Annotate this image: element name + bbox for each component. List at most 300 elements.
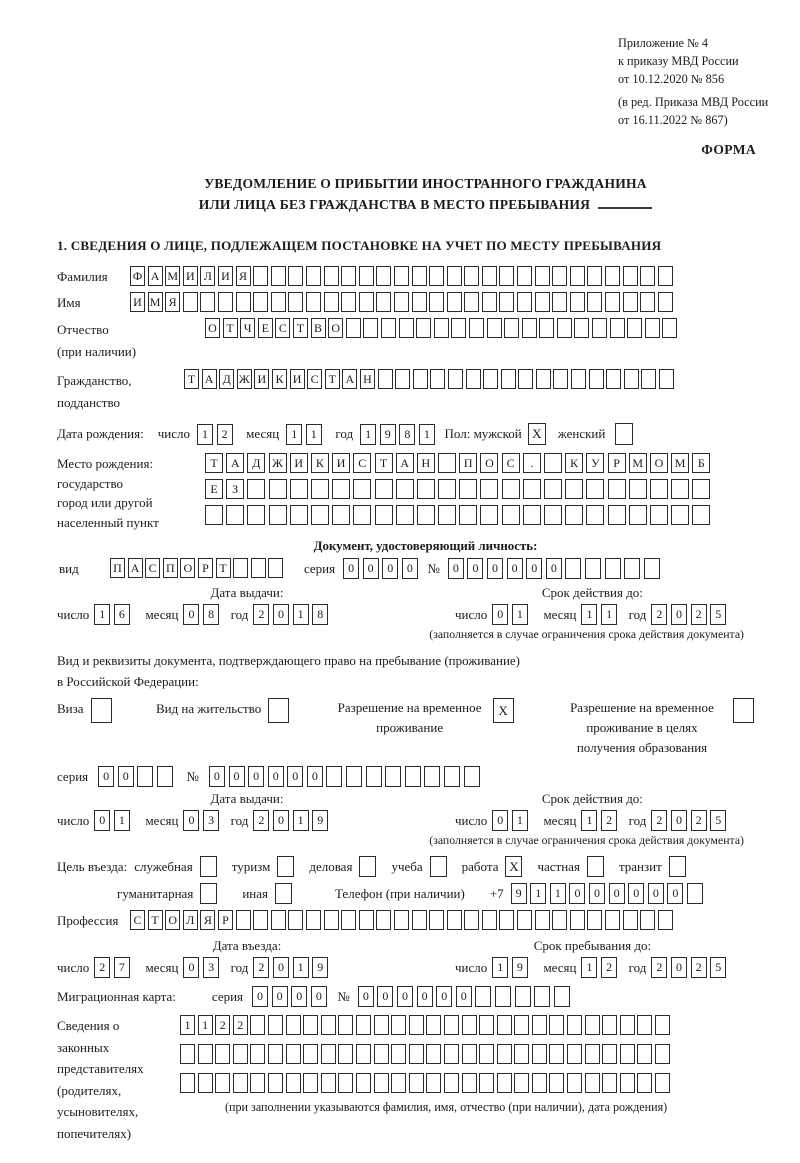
form-cell[interactable] [288,910,303,930]
form-cell[interactable] [198,1073,213,1093]
phone-cells[interactable] [511,883,707,904]
form-cell[interactable] [549,1015,564,1035]
form-cell[interactable]: 9 [312,957,328,978]
form-cell[interactable] [637,1015,652,1035]
form-cell[interactable] [359,292,374,312]
form-cell[interactable] [549,1044,564,1064]
form-cell[interactable] [502,505,520,525]
form-cell[interactable] [409,1073,424,1093]
form-cell[interactable]: Я [200,910,215,930]
form-cell[interactable] [514,1073,529,1093]
form-cell[interactable] [375,505,393,525]
form-cell[interactable] [200,292,215,312]
form-cell[interactable] [517,910,532,930]
form-cell[interactable]: 0 [609,883,625,904]
form-cell[interactable] [374,1044,389,1064]
rvp-expiry-month-cells[interactable] [581,810,620,831]
form-cell[interactable] [399,318,414,338]
form-cell[interactable] [375,479,393,499]
migration-series-cells[interactable] [252,986,330,1007]
form-cell[interactable]: С [130,910,145,930]
form-cell[interactable] [405,766,421,787]
purpose-private-checkbox[interactable] [587,856,604,877]
form-cell[interactable] [659,369,674,389]
form-cell[interactable]: 0 [183,810,199,831]
form-cell[interactable] [552,266,567,286]
form-cell[interactable] [306,910,321,930]
form-cell[interactable]: 0 [507,558,523,579]
form-cell[interactable] [236,292,251,312]
form-cell[interactable]: 0 [417,986,433,1007]
form-cell[interactable] [623,266,638,286]
form-cell[interactable] [451,318,466,338]
form-cell[interactable] [412,292,427,312]
form-cell[interactable] [536,369,551,389]
form-cell[interactable]: 8 [399,424,415,445]
form-cell[interactable]: 2 [233,1015,248,1035]
form-cell[interactable] [459,505,477,525]
doc-issue-day-cells[interactable] [94,604,133,625]
form-cell[interactable] [671,479,689,499]
form-cell[interactable] [271,910,286,930]
form-cell[interactable]: Е [205,479,223,499]
entry-month-cells[interactable] [183,957,222,978]
form-cell[interactable] [514,1044,529,1064]
form-cell[interactable] [306,292,321,312]
form-cell[interactable]: 1 [581,810,597,831]
form-cell[interactable] [534,986,550,1007]
form-cell[interactable] [253,266,268,286]
sex-male-checkbox[interactable]: X [528,423,546,445]
form-cell[interactable]: 0 [272,986,288,1007]
form-cell[interactable] [290,479,308,499]
form-cell[interactable] [306,266,321,286]
form-cell[interactable]: 0 [492,604,508,625]
form-cell[interactable] [412,266,427,286]
form-cell[interactable] [253,292,268,312]
form-cell[interactable] [586,505,604,525]
form-cell[interactable] [332,479,350,499]
form-cell[interactable]: А [342,369,357,389]
form-cell[interactable] [376,910,391,930]
form-cell[interactable] [655,1044,670,1064]
rvp-expiry-day-cells[interactable] [492,810,531,831]
form-cell[interactable]: 2 [94,957,110,978]
form-cell[interactable] [658,266,673,286]
form-cell[interactable] [587,292,602,312]
form-cell[interactable]: К [272,369,287,389]
form-cell[interactable]: Т [216,558,231,578]
form-cell[interactable]: 5 [710,810,726,831]
form-cell[interactable]: 0 [671,957,687,978]
temp-residence-checkbox[interactable]: X [493,698,514,723]
form-cell[interactable]: Т [205,453,223,473]
form-cell[interactable] [366,766,382,787]
form-cell[interactable]: 0 [628,883,644,904]
form-cell[interactable] [637,1073,652,1093]
form-cell[interactable]: 1 [293,957,309,978]
form-cell[interactable]: Т [375,453,393,473]
form-cell[interactable] [311,479,329,499]
form-cell[interactable] [585,558,601,579]
form-cell[interactable]: Н [360,369,375,389]
form-cell[interactable] [417,505,435,525]
form-cell[interactable] [180,1073,195,1093]
form-cell[interactable]: 0 [98,766,114,787]
form-cell[interactable]: 0 [183,957,199,978]
form-cell[interactable] [332,505,350,525]
form-cell[interactable] [321,1073,336,1093]
form-cell[interactable] [180,1044,195,1064]
form-cell[interactable]: 0 [456,986,472,1007]
form-cell[interactable] [623,292,638,312]
form-cell[interactable] [499,266,514,286]
form-cell[interactable] [570,292,585,312]
form-cell[interactable]: В [311,318,326,338]
form-cell[interactable]: 0 [209,766,225,787]
form-cell[interactable] [417,479,435,499]
form-cell[interactable] [554,986,570,1007]
form-cell[interactable]: 0 [492,810,508,831]
form-cell[interactable] [640,910,655,930]
form-cell[interactable]: И [290,369,305,389]
form-cell[interactable]: Е [258,318,273,338]
form-cell[interactable] [268,1073,283,1093]
form-cell[interactable]: О [205,318,220,338]
form-cell[interactable] [391,1073,406,1093]
doc-issue-year-cells[interactable] [253,604,331,625]
doc-expiry-year-cells[interactable] [651,604,729,625]
form-cell[interactable] [233,1073,248,1093]
form-cell[interactable]: О [480,453,498,473]
form-cell[interactable]: У [586,453,604,473]
form-cell[interactable] [605,910,620,930]
form-cell[interactable]: 0 [363,558,379,579]
form-cell[interactable] [356,1073,371,1093]
form-cell[interactable]: 2 [651,957,667,978]
form-cell[interactable] [303,1015,318,1035]
sex-female-checkbox[interactable] [615,423,633,445]
form-cell[interactable] [482,266,497,286]
form-cell[interactable] [268,1015,283,1035]
form-cell[interactable] [462,1015,477,1035]
visa-checkbox[interactable] [91,698,112,723]
form-cell[interactable] [303,1073,318,1093]
form-cell[interactable] [429,266,444,286]
form-cell[interactable] [544,505,562,525]
form-cell[interactable] [321,1015,336,1035]
form-cell[interactable] [385,766,401,787]
form-cell[interactable]: 1 [601,604,617,625]
form-cell[interactable]: Л [183,910,198,930]
form-cell[interactable] [346,318,361,338]
form-cell[interactable] [585,1073,600,1093]
form-cell[interactable] [482,292,497,312]
stay-until-year-cells[interactable] [651,957,729,978]
form-cell[interactable]: 0 [273,604,289,625]
form-cell[interactable] [290,505,308,525]
form-cell[interactable] [353,479,371,499]
form-cell[interactable]: Т [148,910,163,930]
form-cell[interactable] [624,369,639,389]
form-cell[interactable] [504,318,519,338]
form-cell[interactable] [378,369,393,389]
form-cell[interactable] [434,318,449,338]
form-cell[interactable] [650,479,668,499]
form-cell[interactable] [585,1015,600,1035]
form-cell[interactable] [409,1044,424,1064]
form-cell[interactable] [286,1073,301,1093]
form-cell[interactable]: 0 [311,986,327,1007]
form-cell[interactable]: 0 [273,957,289,978]
form-cell[interactable]: Р [198,558,213,578]
form-cell[interactable] [226,505,244,525]
form-cell[interactable]: 0 [183,604,199,625]
form-cell[interactable] [518,369,533,389]
form-cell[interactable]: К [311,453,329,473]
form-cell[interactable]: 1 [360,424,376,445]
form-cell[interactable] [517,266,532,286]
form-cell[interactable] [692,505,710,525]
form-cell[interactable] [376,266,391,286]
form-cell[interactable] [286,1044,301,1064]
form-cell[interactable]: С [275,318,290,338]
form-cell[interactable] [356,1015,371,1035]
purpose-humanitarian-checkbox[interactable] [200,883,217,904]
form-cell[interactable] [233,1044,248,1064]
form-cell[interactable]: 9 [511,883,527,904]
form-cell[interactable]: 7 [114,957,130,978]
form-cell[interactable] [483,369,498,389]
name-cells[interactable] [130,292,675,312]
birth-day-cells[interactable] [197,424,236,445]
representatives-cells-row3[interactable] [180,1073,673,1093]
form-cell[interactable] [497,1073,512,1093]
form-cell[interactable]: 0 [287,766,303,787]
form-cell[interactable]: 2 [215,1015,230,1035]
form-cell[interactable] [480,479,498,499]
form-cell[interactable] [288,292,303,312]
form-cell[interactable]: 0 [382,558,398,579]
form-cell[interactable] [641,369,656,389]
form-cell[interactable] [610,318,625,338]
form-cell[interactable]: Н [417,453,435,473]
entry-year-cells[interactable] [253,957,331,978]
form-cell[interactable]: Д [219,369,234,389]
form-cell[interactable] [391,1044,406,1064]
form-cell[interactable] [341,910,356,930]
form-cell[interactable]: 1 [293,810,309,831]
form-cell[interactable] [447,266,462,286]
form-cell[interactable]: 0 [358,986,374,1007]
form-cell[interactable] [608,505,626,525]
form-cell[interactable]: 1 [530,883,546,904]
form-cell[interactable] [444,1044,459,1064]
form-cell[interactable]: 5 [710,957,726,978]
form-cell[interactable] [501,369,516,389]
form-cell[interactable] [464,910,479,930]
form-cell[interactable]: 0 [402,558,418,579]
form-cell[interactable]: П [459,453,477,473]
form-cell[interactable]: И [332,453,350,473]
form-cell[interactable] [412,910,427,930]
form-cell[interactable]: Ж [237,369,252,389]
form-cell[interactable] [655,1073,670,1093]
form-cell[interactable] [324,266,339,286]
form-cell[interactable]: 0 [526,558,542,579]
form-cell[interactable]: 1 [512,810,528,831]
form-cell[interactable] [286,1015,301,1035]
form-cell[interactable] [497,1015,512,1035]
form-cell[interactable]: А [396,453,414,473]
form-cell[interactable] [459,479,477,499]
form-cell[interactable] [409,1015,424,1035]
form-cell[interactable]: Р [608,453,626,473]
form-cell[interactable] [183,292,198,312]
form-cell[interactable] [466,369,481,389]
rvp-issue-year-cells[interactable] [253,810,331,831]
form-cell[interactable] [250,1015,265,1035]
form-cell[interactable] [574,318,589,338]
form-cell[interactable] [338,1015,353,1035]
form-cell[interactable]: 1 [419,424,435,445]
form-cell[interactable]: 2 [601,957,617,978]
form-cell[interactable]: 0 [648,883,664,904]
form-cell[interactable]: О [328,318,343,338]
form-cell[interactable] [565,558,581,579]
form-cell[interactable] [692,479,710,499]
form-cell[interactable] [236,910,251,930]
form-cell[interactable] [552,910,567,930]
form-cell[interactable] [338,1073,353,1093]
form-cell[interactable] [515,986,531,1007]
form-cell[interactable] [303,1044,318,1064]
form-cell[interactable] [585,1044,600,1064]
form-cell[interactable] [567,1015,582,1035]
form-cell[interactable] [359,910,374,930]
form-cell[interactable] [288,266,303,286]
form-cell[interactable]: 2 [253,810,269,831]
form-cell[interactable]: А [148,266,163,286]
form-cell[interactable]: 9 [312,810,328,831]
form-cell[interactable] [487,318,502,338]
form-cell[interactable]: С [145,558,160,578]
form-cell[interactable] [268,1044,283,1064]
form-cell[interactable]: 1 [286,424,302,445]
form-cell[interactable] [602,1015,617,1035]
form-cell[interactable] [250,1073,265,1093]
form-cell[interactable] [438,479,456,499]
form-cell[interactable]: 1 [306,424,322,445]
form-cell[interactable] [522,318,537,338]
form-cell[interactable] [602,1044,617,1064]
form-cell[interactable]: Т [325,369,340,389]
entry-day-cells[interactable] [94,957,133,978]
form-cell[interactable] [444,1073,459,1093]
form-cell[interactable]: 0 [397,986,413,1007]
form-cell[interactable] [514,1015,529,1035]
form-cell[interactable] [374,1015,389,1035]
form-cell[interactable] [644,558,660,579]
form-cell[interactable] [346,766,362,787]
form-cell[interactable]: И [290,453,308,473]
form-cell[interactable] [532,1044,547,1064]
form-cell[interactable] [502,479,520,499]
form-cell[interactable] [589,369,604,389]
form-cell[interactable] [353,505,371,525]
form-cell[interactable] [553,369,568,389]
form-cell[interactable] [587,910,602,930]
doc-expiry-day-cells[interactable] [492,604,531,625]
form-cell[interactable]: Я [236,266,251,286]
temp-residence-education-checkbox[interactable] [733,698,754,723]
form-cell[interactable]: 2 [691,957,707,978]
form-cell[interactable] [447,910,462,930]
form-cell[interactable] [658,292,673,312]
form-cell[interactable] [464,766,480,787]
form-cell[interactable] [396,505,414,525]
form-cell[interactable] [205,505,223,525]
form-cell[interactable]: М [148,292,163,312]
form-cell[interactable] [620,1073,635,1093]
form-cell[interactable] [338,1044,353,1064]
form-cell[interactable] [469,318,484,338]
form-cell[interactable] [544,453,562,473]
form-cell[interactable] [565,505,583,525]
form-cell[interactable] [448,369,463,389]
form-cell[interactable] [430,369,445,389]
form-cell[interactable]: 2 [601,810,617,831]
form-cell[interactable] [356,1044,371,1064]
form-cell[interactable] [247,479,265,499]
form-cell[interactable] [557,318,572,338]
form-cell[interactable] [586,479,604,499]
form-cell[interactable] [363,318,378,338]
form-cell[interactable] [271,292,286,312]
form-cell[interactable]: 0 [569,883,585,904]
form-cell[interactable]: 0 [118,766,134,787]
form-cell[interactable]: 0 [307,766,323,787]
form-cell[interactable] [426,1044,441,1064]
form-cell[interactable]: 8 [203,604,219,625]
purpose-study-checkbox[interactable] [430,856,447,877]
form-cell[interactable]: 1 [114,810,130,831]
form-cell[interactable]: 9 [512,957,528,978]
form-cell[interactable] [269,479,287,499]
form-cell[interactable] [462,1073,477,1093]
form-cell[interactable]: 1 [512,604,528,625]
form-cell[interactable] [429,292,444,312]
form-cell[interactable] [552,292,567,312]
form-cell[interactable]: 0 [248,766,264,787]
form-cell[interactable] [650,505,668,525]
form-cell[interactable]: 1 [180,1015,195,1035]
form-cell[interactable]: 0 [229,766,245,787]
form-cell[interactable] [620,1044,635,1064]
form-cell[interactable] [462,1044,477,1064]
form-cell[interactable]: Л [200,266,215,286]
representatives-cells-row1[interactable] [180,1015,673,1035]
form-cell[interactable]: О [180,558,195,578]
form-cell[interactable] [523,479,541,499]
form-cell[interactable] [429,910,444,930]
form-cell[interactable] [324,292,339,312]
form-cell[interactable]: Т [293,318,308,338]
form-cell[interactable] [396,479,414,499]
form-cell[interactable] [592,318,607,338]
form-cell[interactable] [233,558,248,578]
form-cell[interactable]: Ж [269,453,287,473]
